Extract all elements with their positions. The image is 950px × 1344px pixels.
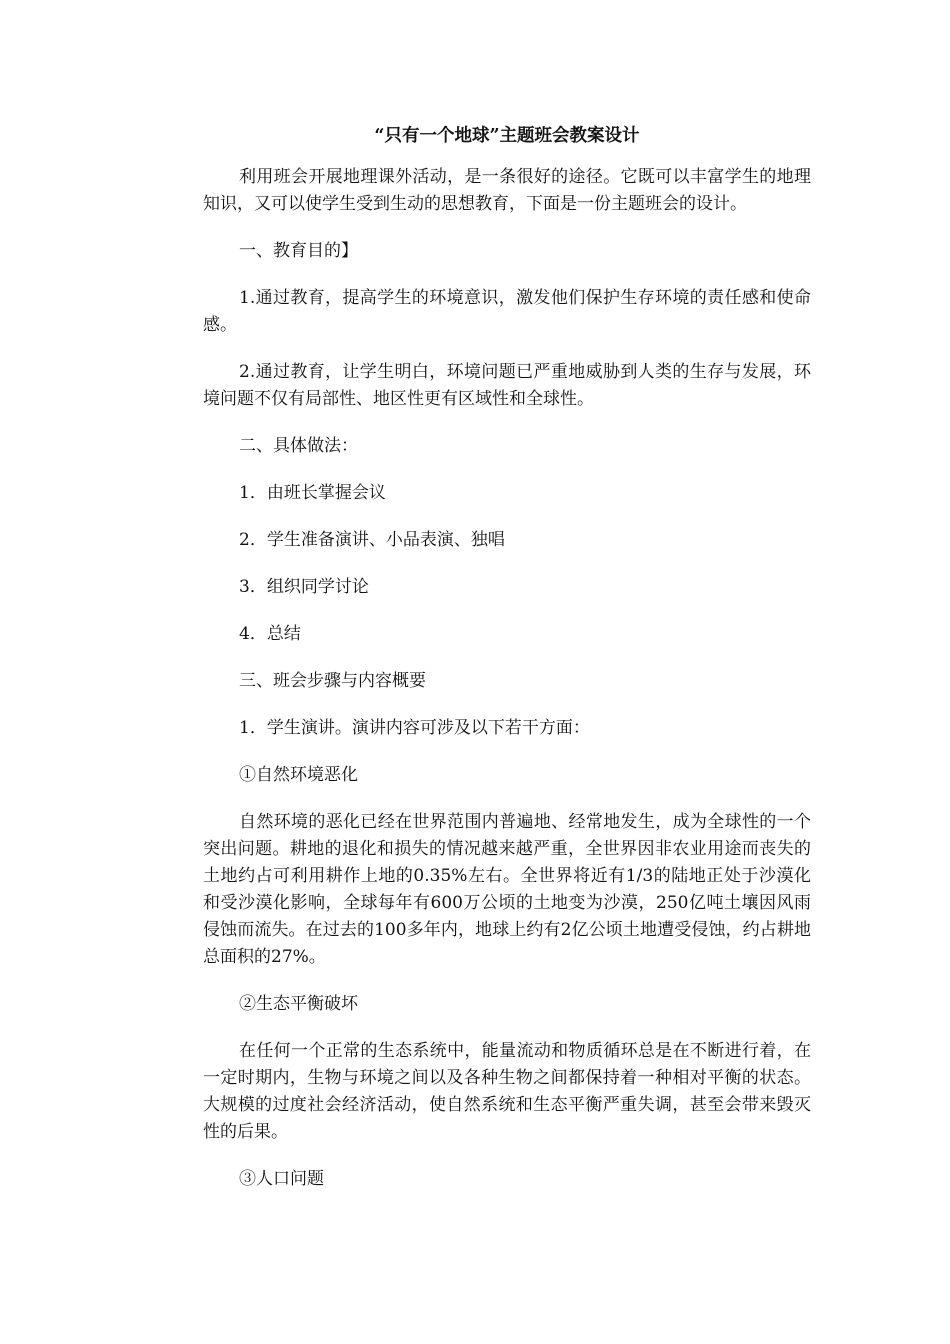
step-item-1: 1．学生演讲。演讲内容可涉及以下若干方面： (239, 718, 590, 738)
subheading-ecology: ②生态平衡破坏 (239, 994, 358, 1014)
intro-paragraph: 利用班会开展地理课外活动，是一条很好的途径。它既可以丰富学生的地理知识，又可以使学生受到生动的思想教育，下面是一份主题班会的设计。 (203, 167, 811, 214)
method-item-4: 4．总结 (239, 624, 301, 644)
method-item-3: 3．组织同学讨论 (239, 577, 369, 597)
document-title: “只有一个地球”主题班会教案设计 (374, 126, 640, 146)
method-item-2: 2．学生准备演讲、小品表演、独唱 (239, 530, 505, 550)
document-body (203, 122, 811, 1213)
section-heading-steps: 三、班会步骤与内容概要 (239, 671, 426, 691)
subheading-population: ③人口问题 (239, 1169, 324, 1189)
goal-item-1: 1.通过教育，提高学生的环境意识，激发他们保护生存环境的责任感和使命感。 (203, 288, 811, 335)
ecology-paragraph: 在任何一个正常的生态系统中，能量流动和物质循环总是在不断进行着，在一定时期内，生物与环境之间以及各种生物之间都保持着一种相对平衡的状态。大规模的过度社会经济活动，使自然系统和生态平衡严重失调，甚至会带来毁灭性的后果。 (203, 1041, 811, 1142)
method-item-1: 1．由班长掌握会议 (239, 483, 386, 503)
section-heading-goals: 一、教育目的】 (239, 241, 358, 261)
subheading-environment: ①自然环境恶化 (239, 765, 358, 785)
goal-item-2: 2.通过教育，让学生明白，环境问题已严重地威胁到人类的生存与发展，环境问题不仅有局部性、地区性更有区域性和全球性。 (203, 362, 811, 409)
environment-paragraph: 自然环境的恶化已经在世界范围内普遍地、经常地发生，成为全球性的一个突出问题。耕地的退化和损失的情况越来越严重，全世界因非农业用途而丧失的土地约占可利用耕作上地的0.35%左右。全世界将近有1/3的陆地正处于沙漠化和受沙漠化影响，全球每年有600万公顷的土地变为沙漠，250亿吨土壤因风雨侵蚀而流失。在过去的100多年内，地球上约有2亿公顷土地遭受侵蚀，约占耕地总面积的27%。 (203, 812, 811, 967)
section-heading-methods: 二、具体做法： (239, 436, 358, 456)
